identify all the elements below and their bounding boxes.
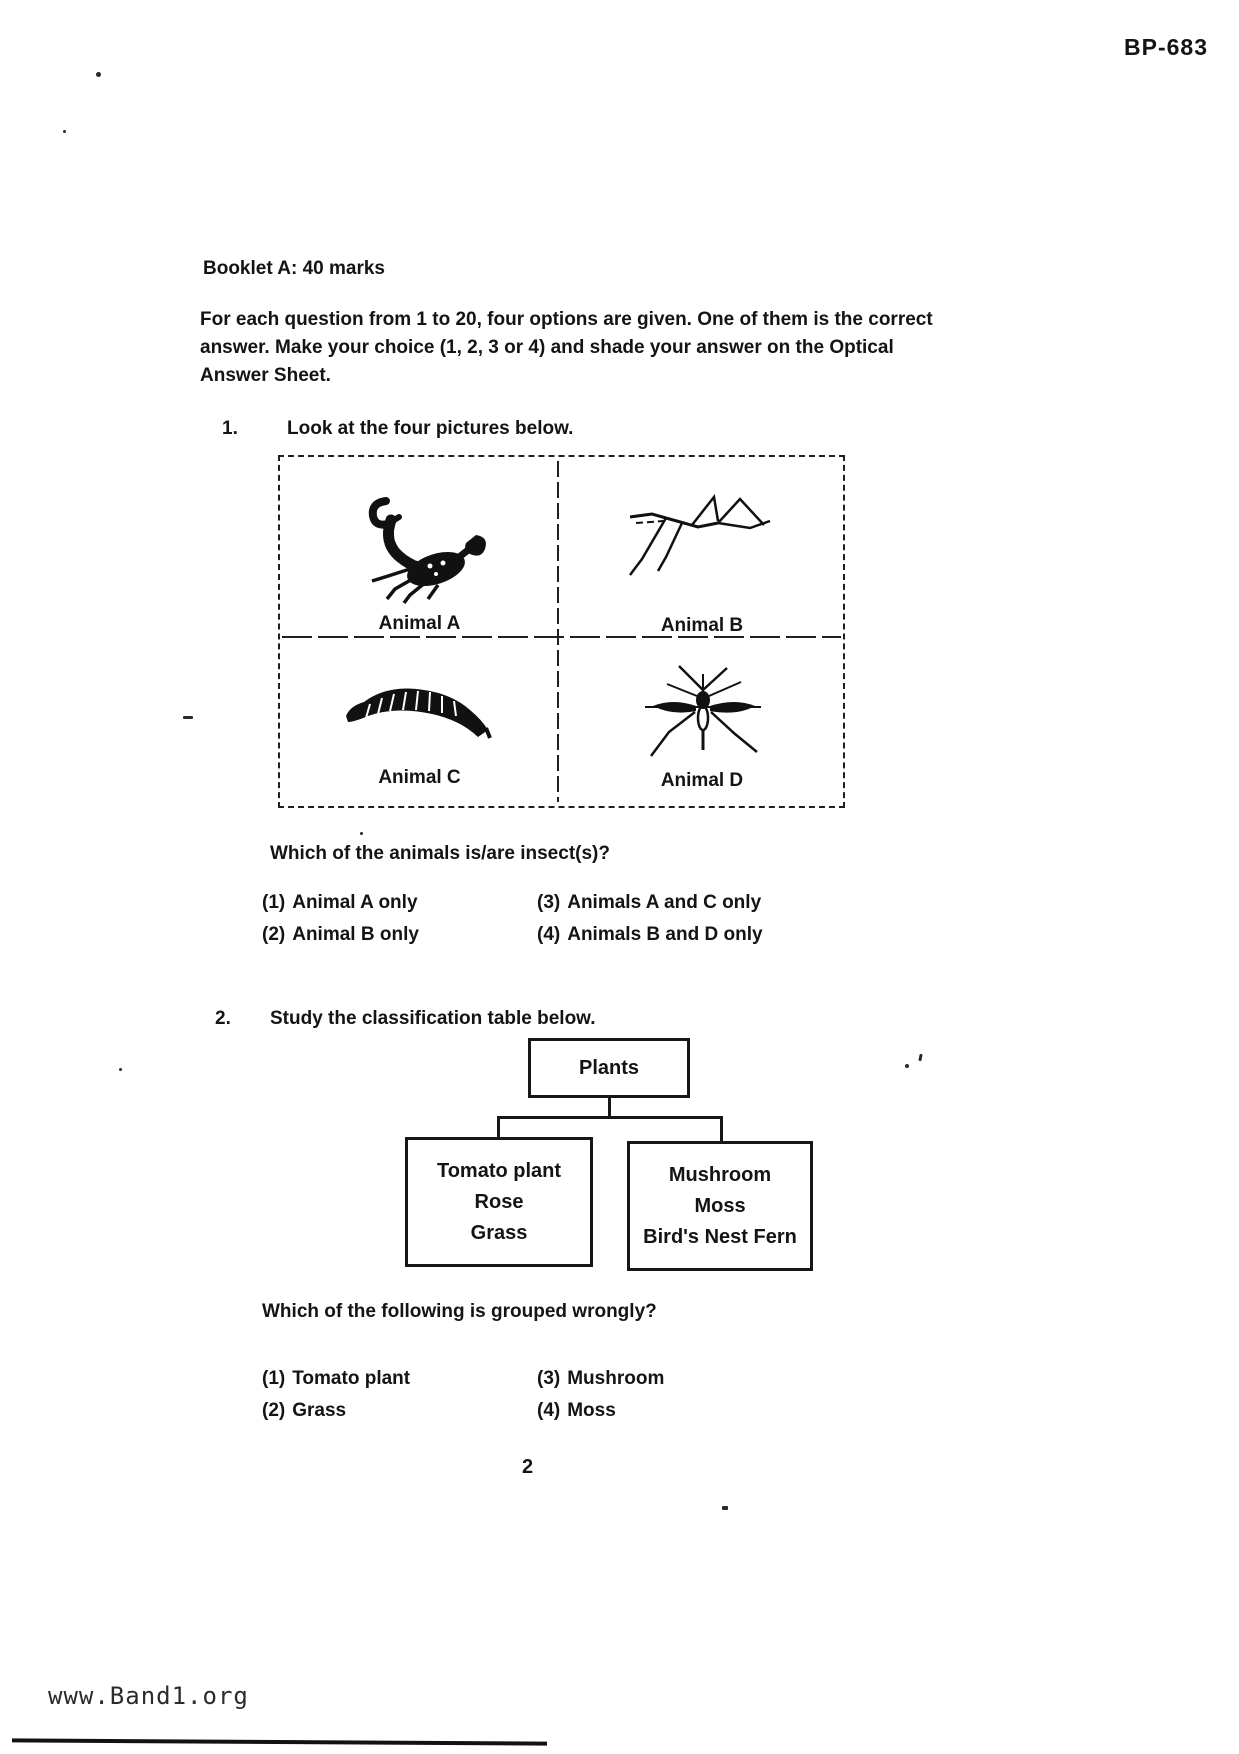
- instructions-line-3: Answer Sheet.: [200, 365, 331, 386]
- scan-speck: [63, 130, 66, 133]
- scan-speck: [722, 1506, 728, 1510]
- q1-option-3-text: Animals A and C only: [567, 892, 762, 913]
- figure-cell-animal-d: [559, 638, 845, 808]
- scan-speck: [905, 1064, 909, 1068]
- q2-question: Which of the following is grouped wrongly?: [262, 1301, 657, 1322]
- q2-option-2-number: (2): [262, 1400, 286, 1421]
- booklet-title: Booklet A: 40 marks: [203, 258, 385, 279]
- scan-speck: [360, 832, 363, 835]
- q1-option-1: [262, 892, 537, 924]
- figure-cell-animal-b: [559, 457, 845, 638]
- figure-cell-animal-c: [280, 638, 559, 808]
- tree-left-item-3: Grass: [470, 1221, 528, 1244]
- tree-root-box: [528, 1038, 690, 1098]
- instructions-paragraph: [200, 306, 933, 390]
- q2-option-3: [537, 1368, 664, 1400]
- scan-speck: [119, 1068, 122, 1071]
- q1-option-1-number: (1): [262, 892, 286, 913]
- tree-right-item-2: Moss: [694, 1194, 746, 1217]
- scan-speck: [183, 716, 193, 719]
- caterpillar-icon: [340, 670, 495, 740]
- animal-d-label: Animal D: [660, 770, 744, 791]
- page-number: 2: [522, 1456, 534, 1478]
- q1-option-4: [537, 924, 763, 956]
- tree-left-item-1: Tomato plant: [436, 1159, 562, 1182]
- tree-right-group-box: [627, 1141, 813, 1271]
- footer-url: www.Band1.org: [48, 1682, 249, 1710]
- q1-question: Which of the animals is/are insect(s)?: [270, 843, 610, 864]
- animal-c-label: Animal C: [378, 767, 461, 788]
- q2-option-1-number: (1): [262, 1368, 286, 1389]
- q1-prompt: Look at the four pictures below.: [287, 418, 574, 439]
- scan-speck: [918, 1054, 922, 1061]
- q1-option-1-text: Animal A only: [292, 892, 418, 913]
- q1-figure-grid: [278, 455, 845, 808]
- q2-option-1: [262, 1368, 537, 1400]
- tree-right-item-1: Mushroom: [668, 1163, 772, 1186]
- q2-option-4: [537, 1400, 664, 1432]
- q2-option-3-number: (3): [537, 1368, 561, 1389]
- figure-cell-animal-a: [280, 457, 559, 638]
- q1-option-4-text: Animals B and D only: [567, 924, 763, 945]
- q1-option-4-number: (4): [537, 924, 561, 945]
- q1-option-3: [537, 892, 763, 924]
- q1-option-2-number: (2): [262, 924, 286, 945]
- q2-option-2-text: Grass: [292, 1400, 347, 1421]
- tree-connector-left-drop: [497, 1116, 500, 1138]
- q2-options: [262, 1368, 664, 1432]
- tree-connector-stub: [608, 1098, 611, 1118]
- q2-option-3-text: Mushroom: [567, 1368, 665, 1389]
- q2-option-4-number: (4): [537, 1400, 561, 1421]
- q2-option-1-text: Tomato plant: [292, 1368, 411, 1389]
- q2-prompt: Study the classification table below.: [270, 1008, 596, 1029]
- animal-b-label: Animal B: [660, 615, 744, 636]
- q2-option-4-text: Moss: [567, 1400, 616, 1421]
- paper-code: BP-683: [1124, 34, 1208, 60]
- stick-insect-icon: [622, 487, 772, 587]
- q2-number: 2.: [215, 1008, 231, 1029]
- q1-option-3-number: (3): [537, 892, 561, 913]
- mosquito-icon: [641, 660, 766, 765]
- tree-left-group-box: [405, 1137, 593, 1267]
- q1-option-2-text: Animal B only: [292, 924, 419, 945]
- q2-option-2: [262, 1400, 537, 1432]
- tree-right-item-3: Bird's Nest Fern: [643, 1225, 797, 1248]
- instructions-line-2: answer. Make your choice (1, 2, 3 or 4) and shade your answer on the Optical: [200, 337, 894, 358]
- footer-rule: [12, 1738, 547, 1745]
- tree-connector-right-drop: [720, 1116, 723, 1142]
- animal-a-label: Animal A: [378, 613, 461, 634]
- q1-number: 1.: [222, 418, 238, 439]
- instructions-line-1: For each question from 1 to 20, four options are given. One of them is the correct: [200, 309, 933, 330]
- tree-left-item-2: Rose: [474, 1190, 524, 1213]
- q1-options: [262, 892, 763, 956]
- tree-connector-horizontal: [497, 1116, 723, 1119]
- scorpion-icon: [350, 477, 490, 605]
- q1-option-2: [262, 924, 537, 956]
- tree-root-label: Plants: [578, 1056, 640, 1079]
- scan-speck: [96, 72, 101, 77]
